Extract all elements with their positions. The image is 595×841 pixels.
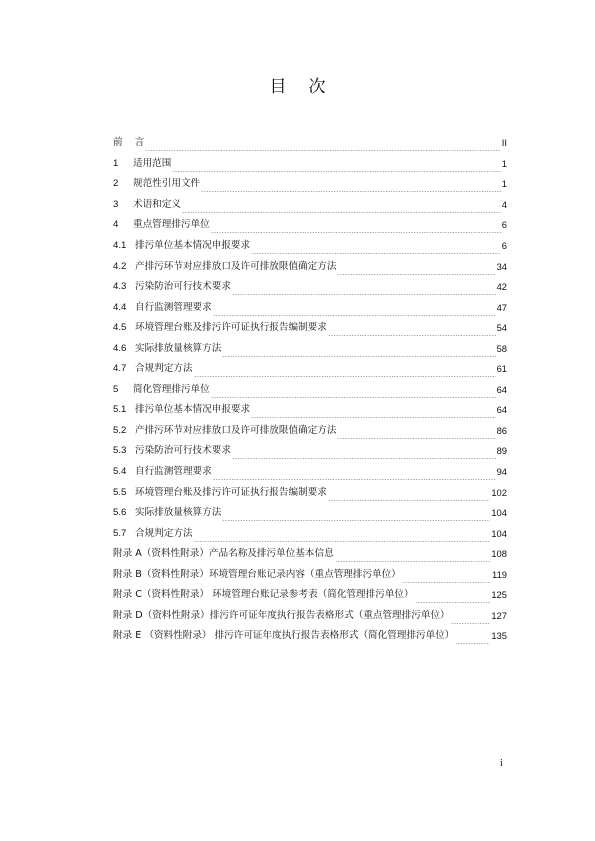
toc-leader-dots: [328, 324, 496, 336]
toc-page-number: 104: [491, 507, 507, 519]
toc-entry[interactable]: [113, 462, 507, 483]
toc-entry[interactable]: [113, 359, 507, 380]
toc-page-number: 42: [496, 281, 507, 293]
toc-section-title: 排污单位基本情况申报要求: [135, 404, 251, 416]
toc-entry-label: [113, 404, 250, 416]
toc-section-title: 自行监测管理要求: [135, 466, 212, 478]
toc-page-number: 54: [496, 322, 507, 334]
toc-appendix-title: 附录 D（资料性附录）排污许可证年度执行报告表格形式（重点管理排污单位）: [113, 609, 450, 621]
page-title: [0, 72, 595, 97]
toc-page-number: 61: [496, 363, 507, 375]
toc-section-number: 4.3: [113, 281, 127, 293]
page-title-char-2: 次: [308, 77, 326, 97]
toc-page-number: 119: [492, 568, 507, 580]
toc-entry[interactable]: [113, 174, 507, 195]
toc-entry[interactable]: [113, 215, 507, 236]
toc-section-number: 4: [113, 219, 119, 231]
toc-leader-dots: [222, 509, 490, 521]
toc-entry-appendix[interactable]: [113, 544, 507, 565]
toc-entry-label: [113, 302, 212, 314]
toc-entry-label-part: 前: [113, 137, 123, 149]
toc-leader-dots: [211, 221, 501, 233]
toc-section-number: 2: [113, 178, 119, 190]
toc-section-number: 1: [113, 157, 119, 169]
toc-entry[interactable]: [113, 421, 507, 442]
toc-entry-label-part: 言: [134, 137, 145, 149]
toc-entry-label: [113, 219, 210, 231]
toc-entry-label: [113, 261, 336, 273]
toc-leader-dots: [415, 591, 491, 603]
toc-page-number: 1: [501, 157, 507, 169]
toc-page-number: 1: [501, 178, 507, 190]
toc-section-title: 环境管理台账及排污许可证执行报告编制要求: [135, 322, 327, 334]
toc-leader-dots: [455, 632, 490, 644]
toc-section-title: 规范性引用文件: [133, 178, 201, 190]
toc-entry-label: [113, 466, 212, 478]
toc-leader-dots: [451, 612, 491, 624]
toc-entry-label: [113, 137, 144, 149]
toc-entry-label: [113, 343, 221, 355]
toc-section-title: 重点管理排污单位: [133, 219, 210, 231]
toc-page-number: 6: [501, 240, 507, 251]
toc-leader-dots: [328, 489, 490, 501]
toc-leader-dots: [251, 406, 495, 418]
toc-entry-appendix[interactable]: [113, 564, 507, 585]
toc-appendix-title: 附录 B（资料性附录）环境管理台账记录内容（重点管理排污单位）: [113, 568, 401, 580]
toc-section-title: 适用范围: [133, 157, 172, 169]
toc-section-number: 4.4: [113, 301, 127, 313]
toc-section-number: 5.7: [113, 527, 127, 539]
toc-page-number: 34: [496, 260, 507, 272]
toc-entry[interactable]: [113, 154, 507, 175]
toc-section-number: 4.7: [113, 363, 127, 375]
toc-page-number: II: [501, 137, 507, 149]
toc-appendix-title: 附录 A（资料性附录）产品名称及排污单位基本信息: [113, 548, 334, 560]
toc-page-number: 108: [491, 548, 507, 560]
toc-entry[interactable]: [113, 277, 507, 298]
toc-entry[interactable]: [113, 482, 507, 503]
page-title-char-1: 目: [269, 77, 287, 97]
toc-page-number: 135: [491, 630, 507, 642]
toc-section-title: 污染防治可行技术要求: [135, 281, 231, 293]
toc-entry[interactable]: [113, 256, 507, 277]
toc-page-number: 94: [496, 466, 507, 478]
table-of-contents: [113, 133, 507, 647]
toc-entry[interactable]: [113, 318, 507, 339]
toc-section-number: 5.1: [113, 404, 127, 416]
toc-page-number: 6: [501, 219, 507, 231]
toc-page-number: 125: [491, 589, 507, 601]
toc-entry[interactable]: [113, 441, 507, 462]
toc-leader-dots: [172, 160, 500, 172]
toc-section-number: 4.5: [113, 322, 127, 334]
toc-section-number: 5.4: [113, 466, 127, 478]
toc-section-title: 环境管理台账及排污许可证执行报告编制要求: [135, 486, 327, 498]
toc-entry[interactable]: [113, 523, 507, 544]
toc-leader-dots: [211, 386, 496, 398]
toc-leader-dots: [222, 345, 495, 357]
toc-appendix-title: 附录 C（资料性附录） 环境管理台账记录参考表（简化管理排污单位）: [113, 589, 414, 601]
toc-section-number: 5.6: [113, 507, 127, 519]
toc-section-number: 5.3: [113, 445, 127, 457]
toc-entry-label: [113, 487, 327, 499]
toc-entry-label: [113, 281, 231, 293]
toc-section-title: 术语和定义: [133, 198, 181, 210]
toc-section-number: 3: [113, 198, 119, 210]
toc-entry-label: [113, 199, 181, 211]
toc-page-number: 86: [496, 424, 507, 436]
toc-section-title: 实际排放量核算方法: [135, 507, 222, 519]
toc-appendix-title: 附录 E （资料性附录） 排污许可证年度执行报告表格形式（简化管理排污单位）: [113, 630, 455, 642]
toc-page-number: 64: [496, 404, 507, 416]
toc-page-number: 89: [496, 445, 507, 457]
toc-leader-dots: [194, 530, 491, 542]
page-number: i: [500, 758, 503, 769]
toc-page-number: 102: [491, 486, 507, 498]
toc-leader-dots: [251, 242, 501, 254]
toc-leader-dots: [182, 201, 501, 213]
toc-section-title: 自行监测管理要求: [135, 301, 212, 313]
toc-entry[interactable]: [113, 400, 507, 421]
toc-page-number: 127: [491, 609, 507, 621]
toc-section-title: 实际排放量核算方法: [135, 342, 222, 354]
toc-entry-label: [113, 507, 221, 519]
toc-entry[interactable]: [113, 338, 507, 359]
toc-leader-dots: [232, 447, 496, 459]
toc-entry-label: [113, 158, 171, 170]
toc-section-title: 合规判定方法: [135, 363, 193, 375]
toc-section-title: 产排污环节对应排放口及许可排放限值确定方法: [135, 424, 337, 436]
toc-page-number: 64: [496, 383, 507, 395]
toc-page-number: 58: [496, 342, 507, 354]
toc-section-title: 合规判定方法: [135, 527, 193, 539]
toc-leader-dots: [402, 571, 491, 583]
toc-entry-appendix[interactable]: [113, 626, 507, 647]
toc-entry-label: [113, 384, 210, 396]
toc-entry-appendix[interactable]: [113, 606, 507, 627]
toc-leader-dots: [337, 263, 495, 275]
toc-page-number: 47: [496, 301, 507, 313]
toc-entry-label: [113, 425, 336, 437]
toc-entry-label: [113, 363, 193, 375]
toc-leader-dots: [145, 139, 501, 151]
toc-section-number: 5.2: [113, 424, 127, 436]
toc-leader-dots: [335, 550, 491, 562]
toc-leader-dots: [337, 427, 495, 439]
toc-leader-dots: [232, 283, 496, 295]
toc-entry-label: [113, 240, 250, 252]
toc-entry[interactable]: [113, 380, 507, 401]
toc-section-title: 污染防治可行技术要求: [135, 445, 231, 457]
toc-leader-dots: [213, 304, 496, 316]
toc-entry-label: [113, 322, 327, 334]
toc-section-number: 4.2: [113, 260, 127, 272]
toc-entry-label: [113, 528, 193, 540]
toc-entry-label: [113, 178, 200, 190]
toc-page-number: 104: [491, 527, 507, 539]
toc-leader-dots: [201, 180, 501, 192]
toc-entry-label: [113, 445, 231, 457]
toc-entry[interactable]: [113, 195, 507, 216]
toc-entry[interactable]: [113, 503, 507, 524]
toc-section-number: 4.1: [113, 240, 127, 251]
toc-section-number: 5: [113, 383, 119, 395]
toc-entry-foreword[interactable]: [113, 133, 507, 154]
toc-section-number: 4.6: [113, 342, 127, 354]
toc-page-number: 4: [501, 198, 507, 210]
toc-section-number: 5.5: [113, 486, 127, 498]
toc-entry[interactable]: [113, 236, 507, 257]
toc-leader-dots: [194, 365, 496, 377]
toc-section-title: 产排污环节对应排放口及许可排放限值确定方法: [135, 260, 337, 272]
toc-section-title: 简化管理排污单位: [133, 383, 210, 395]
toc-entry[interactable]: [113, 297, 507, 318]
toc-section-title: 排污单位基本情况申报要求: [135, 240, 251, 251]
toc-leader-dots: [213, 468, 496, 480]
toc-entry-appendix[interactable]: [113, 585, 507, 606]
